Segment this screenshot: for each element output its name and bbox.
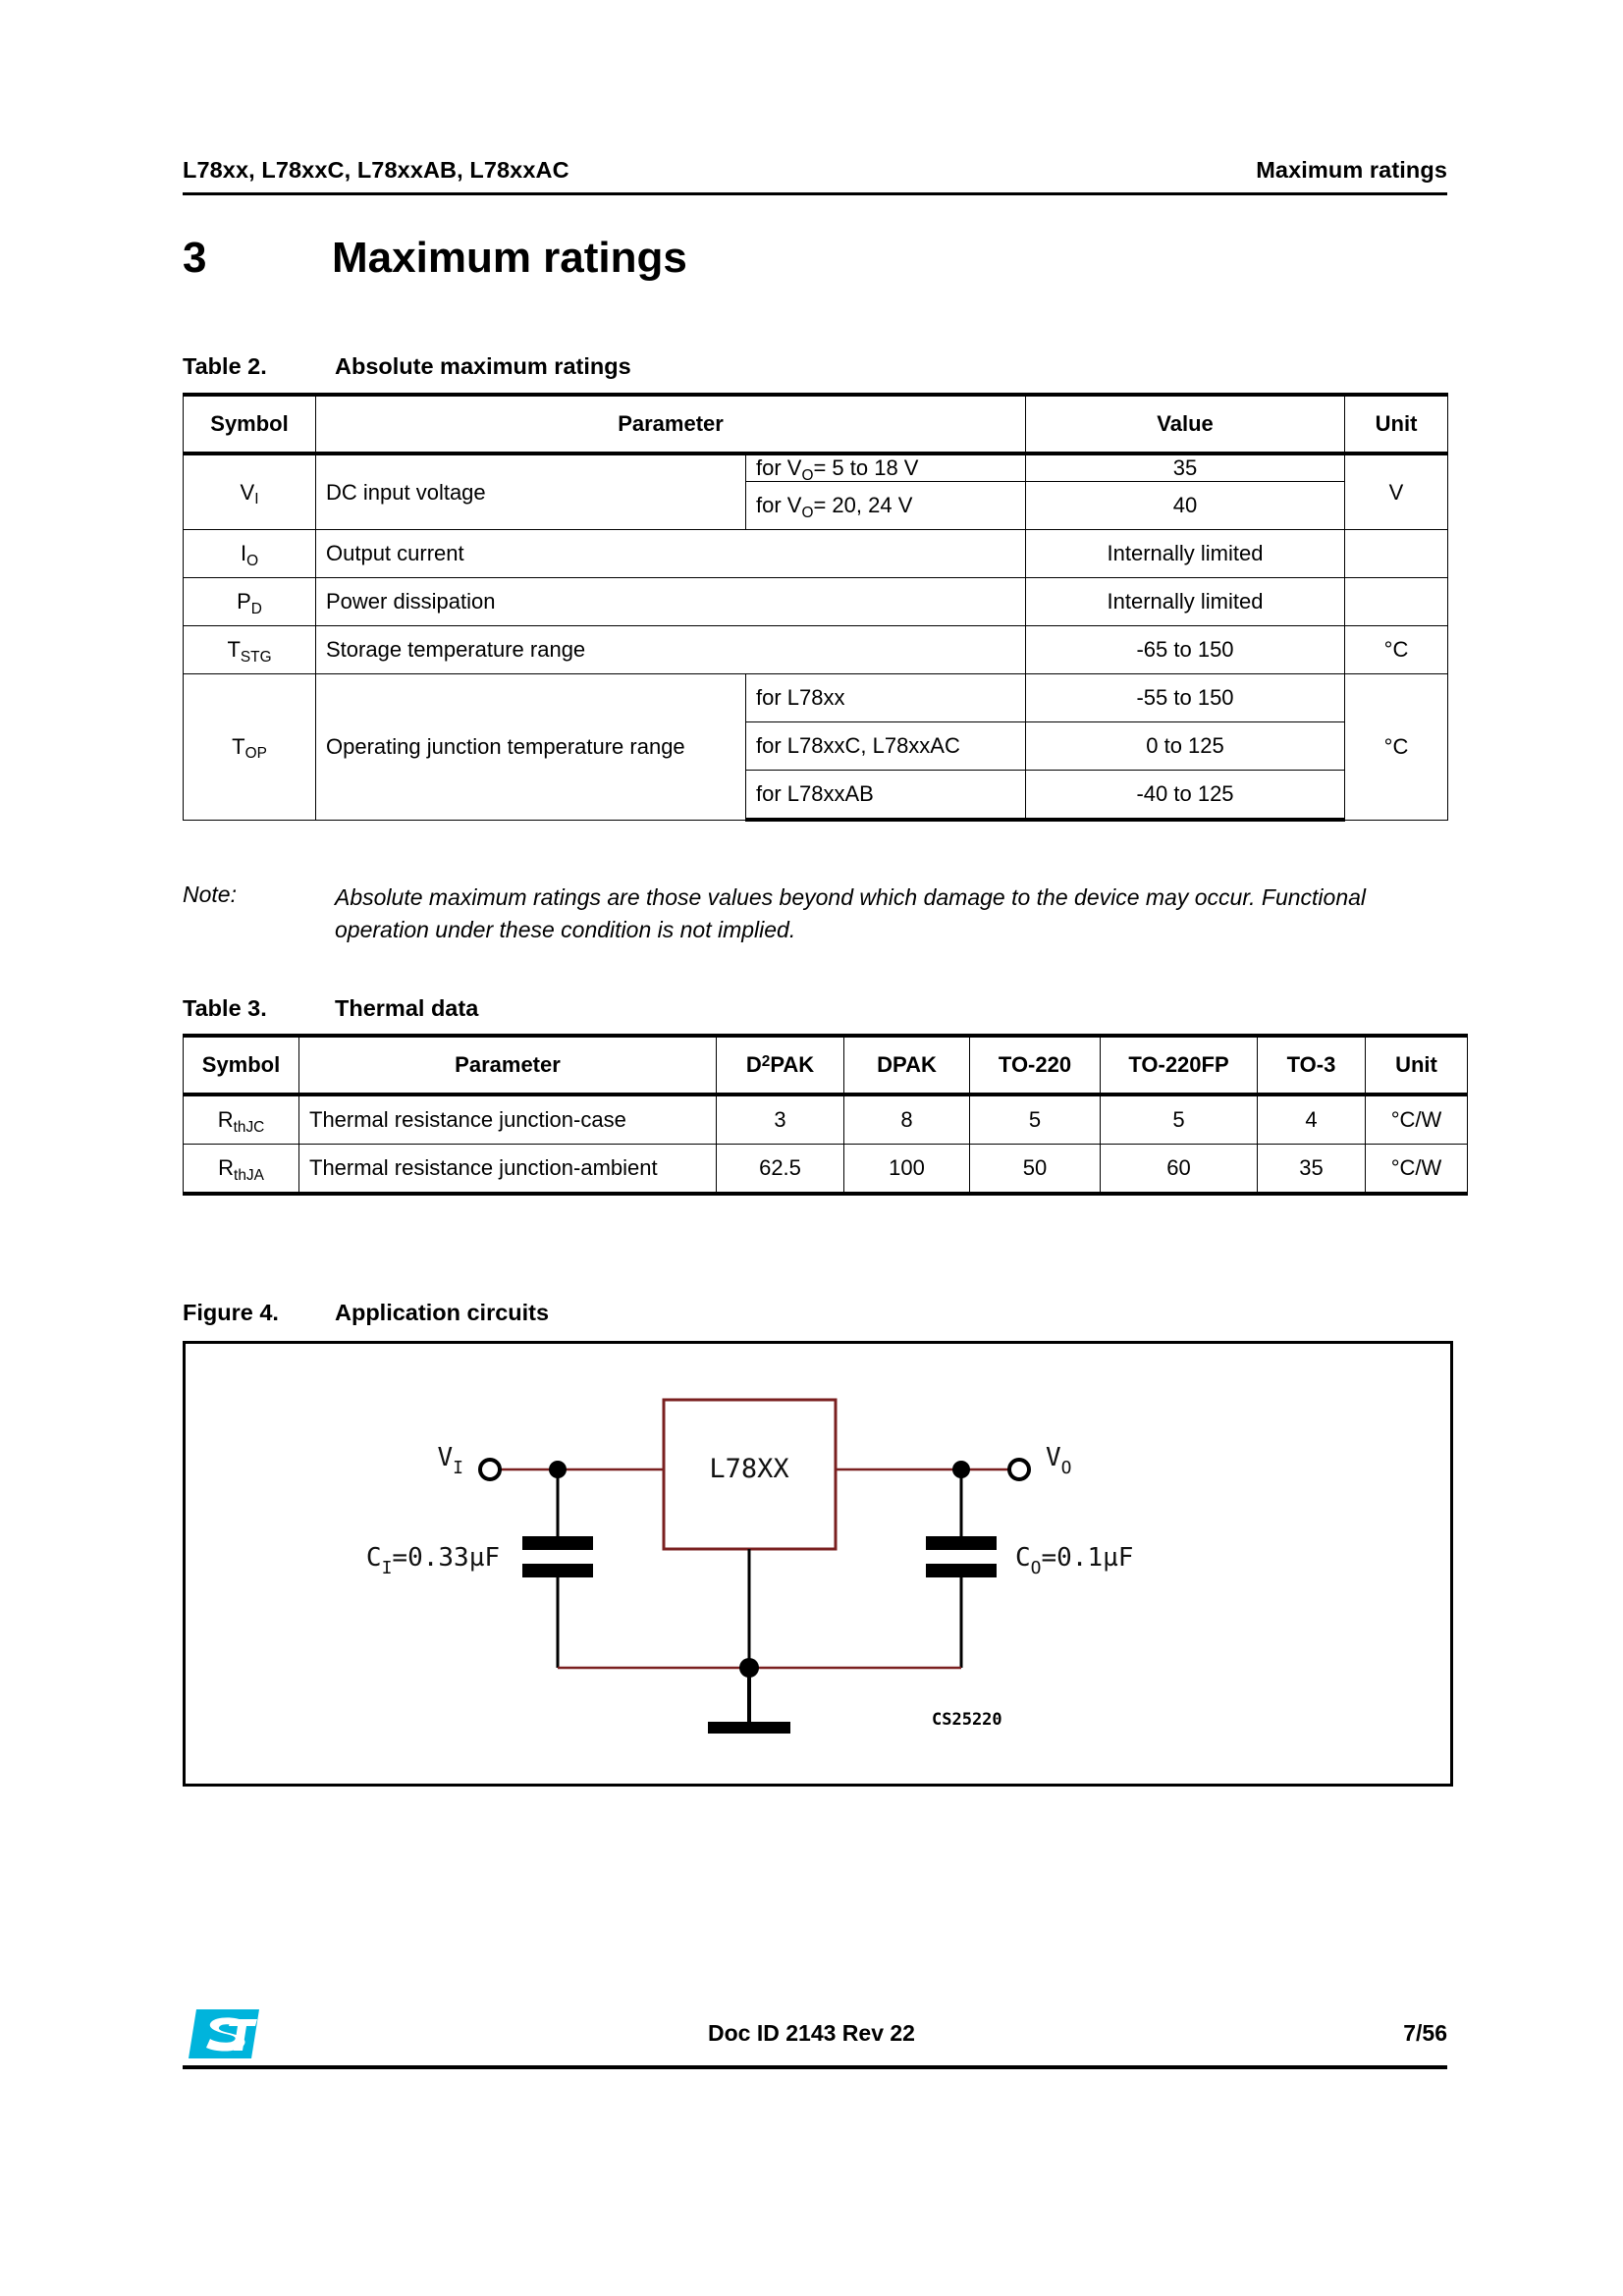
chapter-number: 3: [183, 234, 207, 282]
table2-r0-unit: V: [1345, 454, 1448, 530]
table2-r4-cond0: for L78xx: [746, 674, 1026, 722]
table3-r0-v0: 3: [717, 1095, 844, 1145]
table-row: [184, 626, 1448, 674]
table2-r3-symbol: [184, 626, 316, 674]
table2-r4-cond2: for L78xxAB: [746, 771, 1026, 821]
table-row: [184, 578, 1448, 626]
thermal-data-table: [183, 1034, 1468, 1196]
table3-r0-unit: °C/W: [1366, 1095, 1468, 1145]
table3-r1-v1: 100: [844, 1145, 970, 1195]
table2-col-symbol: Symbol: [184, 395, 316, 454]
table3-r0-v3: 5: [1101, 1095, 1258, 1145]
table2-r2-unit: [1345, 578, 1448, 626]
table2-r0-symbol-main: V: [240, 479, 255, 505]
regulator-ic-label: L78XX: [709, 1454, 789, 1484]
table3-r0-v2: 5: [970, 1095, 1101, 1145]
footer-doc-id: Doc ID 2143 Rev 22: [708, 2020, 915, 2046]
input-capacitor-plate-top: [522, 1536, 593, 1550]
table3-caption: [183, 995, 478, 1022]
output-capacitor-plate-top: [926, 1536, 997, 1550]
table2-col-parameter: Parameter: [316, 395, 1026, 454]
table2-r0-cond1-sub: O: [801, 504, 814, 521]
table2-r2-value: Internally limited: [1026, 578, 1345, 626]
application-circuit-diagram: [186, 1344, 1444, 1778]
table2-r2-symbol: [184, 578, 316, 626]
output-label: $V_O$: [1046, 1443, 1072, 1478]
table-row: [184, 1095, 1468, 1145]
table2-r0-cond0-pre: for V: [756, 455, 802, 480]
table-row: [184, 454, 1448, 482]
table3-col-to3: TO-3: [1258, 1036, 1366, 1095]
absolute-maximum-ratings-table: [183, 393, 1448, 822]
table-row: [184, 1145, 1468, 1195]
table2-r0-symbol-sub: I: [254, 491, 259, 508]
table2-r0-cond0-value: 35: [1026, 454, 1345, 482]
table2-r0-parameter: DC input voltage: [316, 454, 746, 530]
input-capacitor-label: $C_I=0.33\mu F$: [365, 1543, 500, 1578]
note-label: Note:: [183, 881, 237, 907]
table2-r0-symbol: [184, 454, 316, 530]
note-text: Absolute maximum ratings are those values beyond which damage to the device may occur. Functional operation under these condition is not implied.: [335, 884, 1367, 942]
input-terminal: [480, 1460, 500, 1479]
table2-caption-number: Table 2.: [183, 353, 267, 379]
table2-col-unit: Unit: [1345, 395, 1448, 454]
table-row: [184, 674, 1448, 722]
table2-r1-symbol: [184, 530, 316, 578]
output-terminal: [1009, 1460, 1029, 1479]
table3-col-d2pak: [717, 1036, 844, 1095]
table2-caption-title: Absolute maximum ratings: [335, 353, 631, 379]
table3-caption-number: Table 3.: [183, 995, 267, 1021]
table2-r0-cond1-post: = 20, 24 V: [813, 493, 913, 517]
table2-r1-symbol-sub: O: [246, 552, 259, 569]
table2-r1-value: Internally limited: [1026, 530, 1345, 578]
table2-r2-symbol-sub: D: [250, 600, 262, 617]
chapter-title: Maximum ratings: [332, 234, 687, 282]
table3-r1-v4: 35: [1258, 1145, 1366, 1195]
table3-r0-v1: 8: [844, 1095, 970, 1145]
table3-r1-v2: 50: [970, 1145, 1101, 1195]
table2-r4-cond0-value: -55 to 150: [1026, 674, 1345, 722]
table3-col-to220: TO-220: [970, 1036, 1101, 1095]
figure4-caption: [183, 1300, 549, 1326]
footer-divider: [183, 2065, 1447, 2069]
figure4-caption-number: Figure 4.: [183, 1300, 279, 1325]
figure4-caption-title: Application circuits: [335, 1300, 550, 1325]
table2-r0-cond0-post: = 5 to 18 V: [813, 455, 919, 480]
header-right-title: Maximum ratings: [1256, 157, 1447, 183]
chapter-heading: [183, 234, 687, 283]
table2-r4-cond1-value: 0 to 125: [1026, 722, 1345, 771]
output-capacitor-label: $C_O=0.1\mu F$: [1015, 1543, 1134, 1578]
table2-caption: [183, 353, 631, 380]
table2-r1-unit: [1345, 530, 1448, 578]
table2-header-row: [184, 395, 1448, 454]
table2-r4-symbol-main: T: [232, 733, 245, 759]
table3-col-parameter: Parameter: [299, 1036, 717, 1095]
table2-r4-symbol: [184, 674, 316, 821]
table2-r0-cond1-pre: for V: [756, 493, 802, 517]
table2-r0-cond1-value: 40: [1026, 482, 1345, 530]
table3-r1-v0: 62.5: [717, 1145, 844, 1195]
table2-r0-cond0: [746, 454, 1026, 482]
table-row: [184, 530, 1448, 578]
table3-col-unit: Unit: [1366, 1036, 1468, 1095]
table3-r0-symbol-sub: thJC: [233, 1118, 265, 1136]
table2-r2-symbol-main: P: [237, 589, 251, 614]
table3-r1-symbol-sub: thJA: [234, 1166, 264, 1184]
table3-r0-symbol: [184, 1095, 299, 1145]
figure-reference-code: CS25220: [932, 1710, 1002, 1730]
table2-r4-symbol-sub: OP: [244, 745, 267, 763]
table3-col-d2pak-pre: D: [745, 1052, 762, 1077]
table2-r3-symbol-main: T: [227, 637, 241, 662]
ground-icon: [708, 1722, 790, 1734]
table2-r0-cond1: [746, 482, 1026, 530]
table2-r0-cond0-sub: O: [801, 466, 814, 484]
input-capacitor-plate-bottom: [522, 1564, 593, 1577]
table2-r3-value: -65 to 150: [1026, 626, 1345, 674]
table2-col-value: Value: [1026, 395, 1345, 454]
table3-r1-symbol-main: R: [218, 1155, 235, 1180]
table2-r3-parameter: Storage temperature range: [316, 626, 1026, 674]
table2-r2-parameter: Power dissipation: [316, 578, 1026, 626]
table3-r0-parameter: Thermal resistance junction-case: [299, 1095, 717, 1145]
footer-page-number: 7/56: [1403, 2020, 1447, 2046]
table3-caption-title: Thermal data: [335, 995, 479, 1021]
table2-r4-unit: °C: [1345, 674, 1448, 821]
table3-col-symbol: Symbol: [184, 1036, 299, 1095]
table2-r4-cond1: for L78xxC, L78xxAC: [746, 722, 1026, 771]
table2-r4-cond2-value: -40 to 125: [1026, 771, 1345, 821]
table3-col-dpak: DPAK: [844, 1036, 970, 1095]
figure4-box: [183, 1341, 1453, 1787]
table3-r1-parameter: Thermal resistance junction-ambient: [299, 1145, 717, 1195]
table3-r0-v4: 4: [1258, 1095, 1366, 1145]
table3-col-d2pak-sup: 2: [761, 1052, 771, 1070]
table3-r0-symbol-main: R: [217, 1107, 234, 1132]
header-divider: [183, 192, 1447, 195]
table2-r3-symbol-sub: STG: [240, 648, 272, 666]
table2-r1-symbol-main: I: [240, 541, 247, 565]
running-header: [183, 157, 1447, 184]
header-left-title: L78xx, L78xxC, L78xxAB, L78xxAC: [183, 157, 569, 183]
note-block: [183, 881, 1449, 945]
table3-col-to220fp: TO-220FP: [1101, 1036, 1258, 1095]
table3-r1-symbol: [184, 1145, 299, 1195]
table2-r4-parameter: Operating junction temperature range: [316, 674, 746, 821]
input-label: $V_I$: [437, 1443, 463, 1478]
table2-r1-parameter: Output current: [316, 530, 1026, 578]
table3-header-row: [184, 1036, 1468, 1095]
output-capacitor-plate-bottom: [926, 1564, 997, 1577]
table3-r1-unit: °C/W: [1366, 1145, 1468, 1195]
table3-r1-v3: 60: [1101, 1145, 1258, 1195]
table2-r3-unit: °C: [1345, 626, 1448, 674]
table3-col-d2pak-post: PAK: [770, 1052, 815, 1077]
